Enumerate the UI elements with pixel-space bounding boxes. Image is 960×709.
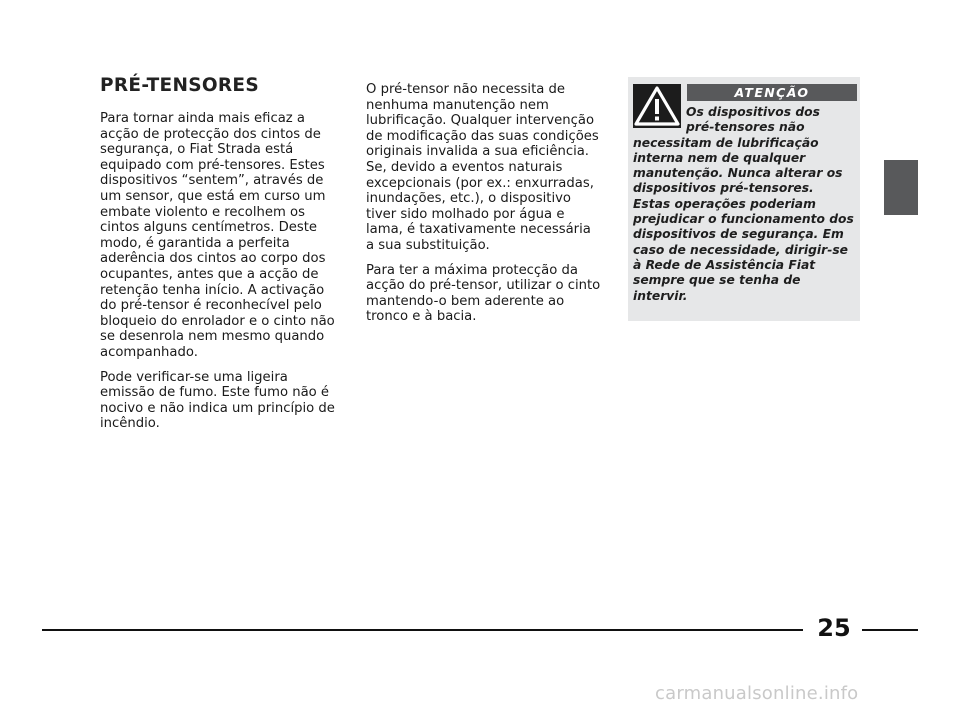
middle-paragraph-1: O pré-tensor não necessita de nenhuma manutenção nem lubrificação. Qualquer intervenção de modificação das suas condições originais invalida a sua eficiência. Se, devido a eventos naturais excepcionais (por ex.: enxurradas, inundações, etc.), o dispositivo tiver sido molhado por água e lama, é taxativamente necessária a sua substituição.: [366, 82, 599, 253]
warning-text: [633, 105, 855, 304]
middle-paragraph-2: Para ter a máxima protecção da acção do pré-tensor, utilizar o cinto mantendo-o bem aderente ao tronco e à bacia.: [366, 262, 601, 325]
watermark: carmanualsonline.info: [655, 683, 859, 704]
footer-rule-left: [42, 629, 803, 631]
warning-header: ATENÇÃO: [687, 84, 857, 101]
chapter-tab-marker: [884, 160, 918, 215]
footer-rule-right: [862, 629, 918, 631]
page-number: 25: [817, 614, 851, 642]
warning-line-2: pré-tensores não: [686, 120, 805, 135]
left-paragraph-2: Pode verificar-se uma ligeira emissão de fumo. Este fumo não é nocivo e não indica um princípio de incêndio.: [100, 369, 335, 432]
left-paragraph-1: Para tornar ainda mais eficaz a acção de protecção dos cintos de segurança, o Fiat Strada está equipado com pré-tensores. Estes dispositivos “sentem”, através de um sensor, que está em curso um embate violento e recolhem os cintos alguns centímetros. Deste modo, é garantida a perfeita aderência dos cintos ao corpo dos ocupantes, antes que a acção de retenção tenha início. A activação do pré-tensor é reconhecível pelo bloqueio do enrolador e o cinto não se desenrola nem mesmo quando acompanhado.: [100, 111, 335, 360]
left-column: [100, 111, 338, 441]
warning-line-1: Os dispositivos dos: [686, 105, 820, 119]
middle-column: [366, 82, 602, 334]
warning-text-body: necessitam de lubrificação interna nem de qualquer manutenção. Nunca alterar os dispositivos pré-tensores. Estas operações poderiam prejudicar o funcionamento dos dispositivos de segurança. Em caso de necessidade, dirigir-se à Rede de Assistência Fiat sempre que se tenha de intervir.: [633, 135, 854, 303]
section-title: PRÉ-TENSORES: [100, 75, 259, 96]
